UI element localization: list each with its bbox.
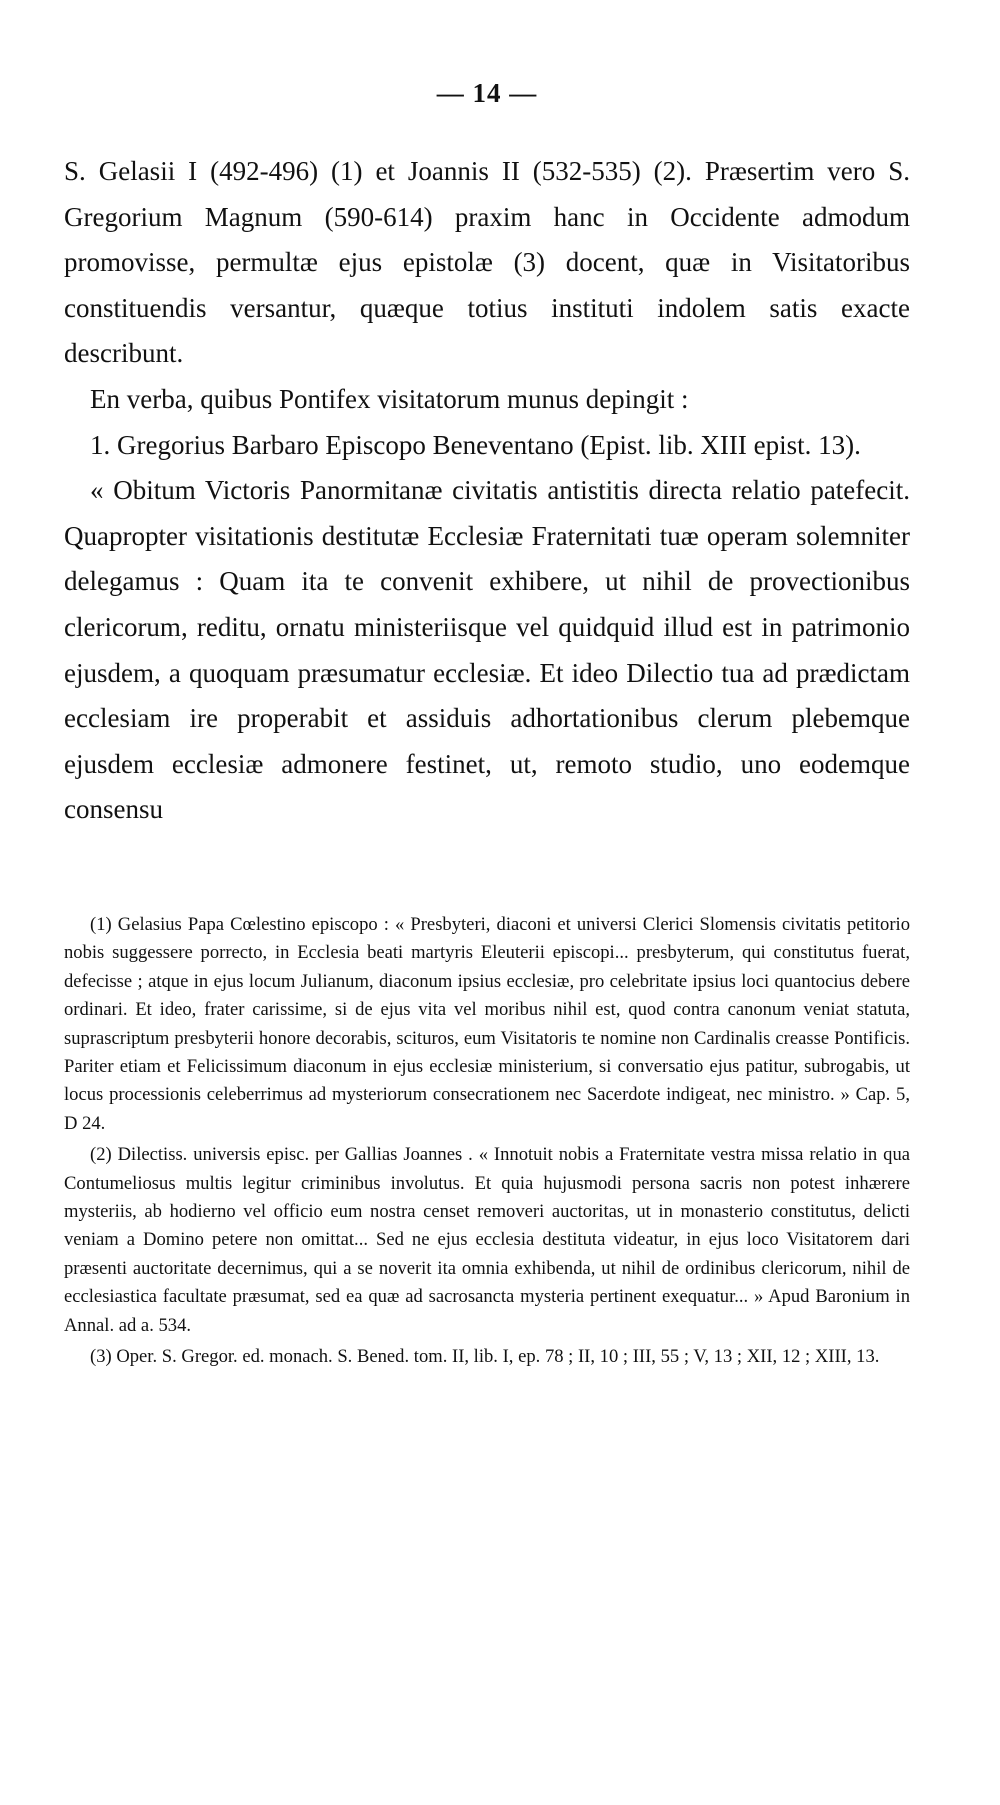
paragraph: En verba, quibus Pontifex visitatorum munus depingit : <box>90 383 689 414</box>
paragraph: 1. Gregorius Barbaro Episcopo Beneventano (Epist. lib. XIII epist. 13). <box>90 429 861 460</box>
main-text <box>64 149 910 833</box>
paragraph: S. Gelasii I (492-496) (1) et Joannis II (532-535) (2). Præsertim vero S. Gregorium Magnum (590-614) praxim hanc in Occidente admodum promovisse, permultæ ejus epistolæ (3) docent, quæ in Visitatoribus constituendis versantur, quæque totius instituti indolem satis exacte describunt. <box>64 156 910 369</box>
footnote-3: (3) Oper. S. Gregor. ed. monach. S. Bened. tom. II, lib. I, ep. 78 ; II, 10 ; III, 55 ; V, 13 ; XII, 12 ; XIII, 13. <box>90 1346 880 1367</box>
footnotes <box>64 911 910 1372</box>
footnote-2: (2) Dilectiss. universis episc. per Gallias Joannes . « Innotuit nobis a Fraternitate vestra missa relatio in qua Contumeliosus multis legitur criminibus involutus. Et quia hujusmodi persona sacris non potest inhærere mysteriis, ab hodierno vel officio eum nostra censet removeri auctoritas, ut in monasterio constitutus, delicti veniam a Domino petere non omittat... Sed ne ejus ecclesia destituta videatur, in ejus loco Visitatorem dari præsenti auctoritate decernimus, qui a se noverit ita omnia exhibenda, ut nihil de ordinibus clericorum, nihil de ecclesiastica facultate præsumat, sed ea quæ ad sacrosancta mysteria pertinent exequatur... » Apud Baronium in Annal. ad a. 534. <box>64 1144 910 1336</box>
page-number: — 14 — <box>436 78 538 108</box>
footnote-1: (1) Gelasius Papa Cœlestino episcopo : « Presbyteri, diaconi et universi Clerici Slomensis civitatis petitorio nobis suggessere porrecto, in Ecclesia beati martyris Eleuterii episcopi... presbyterum, qui constitutus fuerat, defecisse ; atque in ejus locum Julianum, diaconum ipsius ecclesiæ, pro celebritate ipsius loci quantocius debere ordinari. Et ideo, frater carissime, si de ejus vita vel moribus nihil est, quod contra canonum veniat statuta, suprascriptum presbyterii honore decorabis, scituros, eum Visitatoris te nomine non Cardinalis creasse Pontificis. Pariter etiam et Felicissimum diaconum in ejus ecclesiæ ministerium, si conversatio ejus patitur, subrogabis, ut locus processionis celeberrimus ad mysteriorum consecrationem nec Sacerdote indigeat, nec ministro. » Cap. 5, D 24. <box>64 913 910 1134</box>
paragraph: « Obitum Victoris Panormitanæ civitatis antistitis directa relatio patefecit. Quapropter visitationis destitutæ Ecclesiæ Fraternitati tuæ operam solemniter delegamus : Quam ita te convenit exhibere, ut nihil de provectionibus clericorum, reditu, ornatu ministeriisque vel quidquid illud est in patrimonio ejusdem, a quoquam præsumatur ecclesiæ. Et ideo Dilectio tua ad prædictam ecclesiam ire properabit et assiduis adhortationibus clerum plebemque ejusdem ecclesiæ admonere festinet, ut, remoto studio, uno eodemque consensu <box>64 475 910 825</box>
